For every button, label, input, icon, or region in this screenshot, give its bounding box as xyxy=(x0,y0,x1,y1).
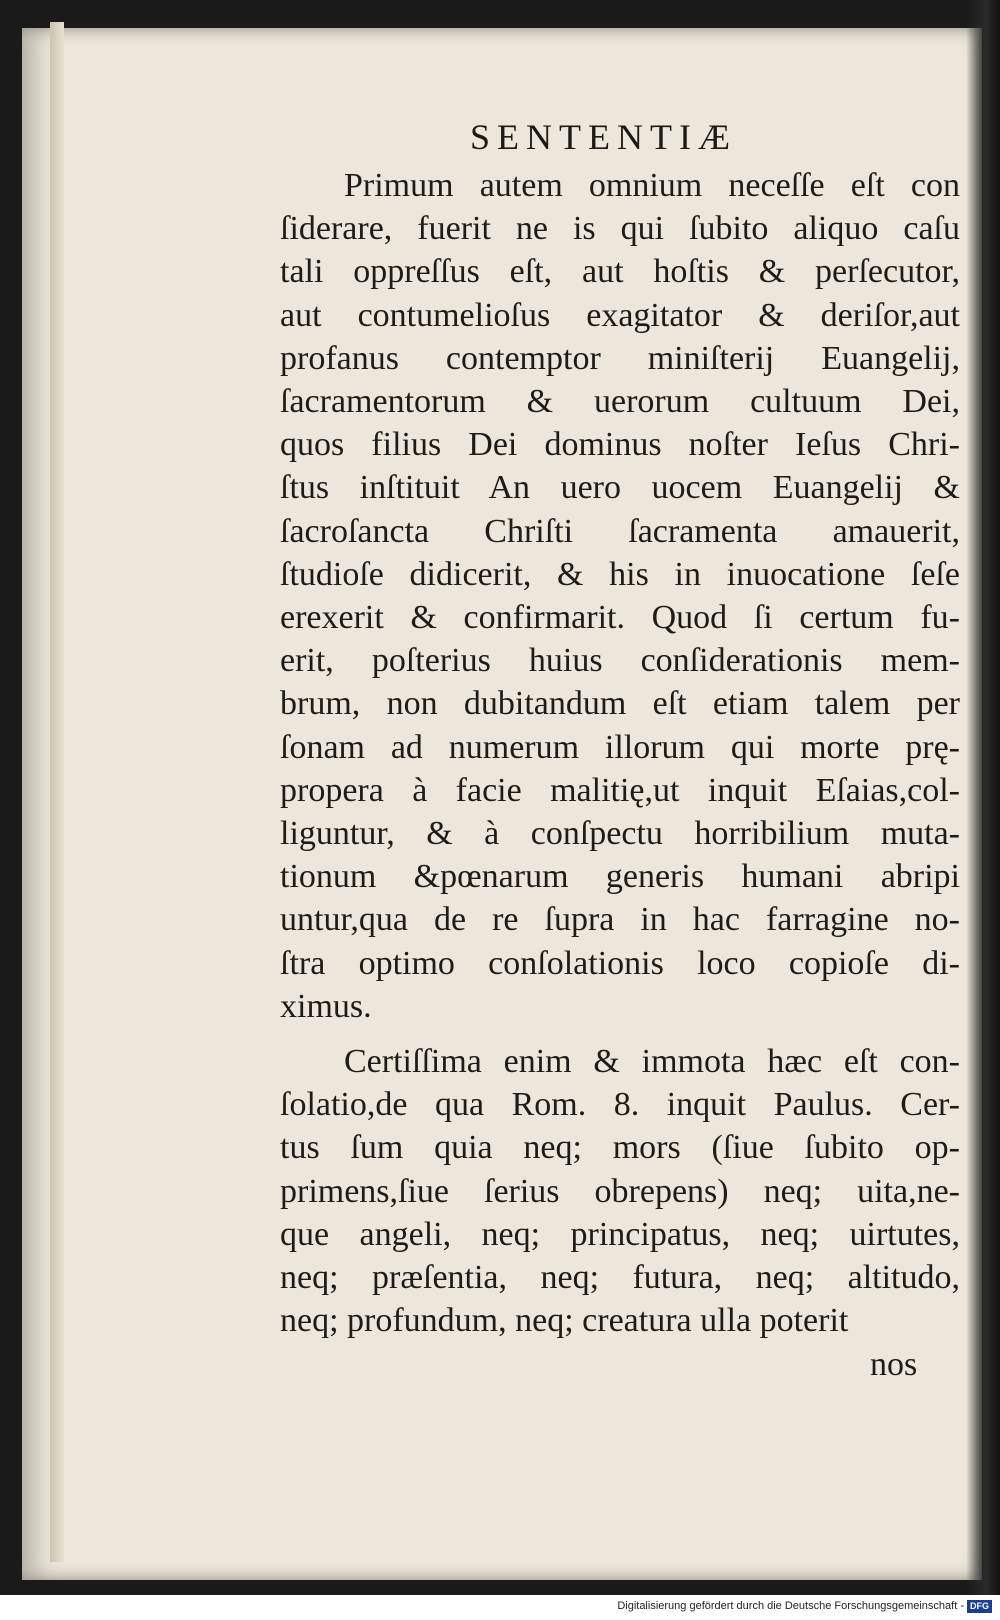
text-line: propera à facie malitię,ut inquit Eſaias,col- xyxy=(280,771,960,809)
paragraph-1 xyxy=(280,164,960,1028)
text-line: brum, non dubitandum eſt etiam talem per xyxy=(280,685,960,723)
text-line: ximus. xyxy=(280,987,372,1025)
text-line: liguntur, & à conſpectu horribilium muta- xyxy=(280,815,960,853)
text-line: untur,qua de re ſupra in hac farragine no- xyxy=(280,901,960,939)
text-line: ſtra optimo conſolationis loco copioſe di- xyxy=(280,944,960,982)
text-line: Certiſſima enim & immota hæc eſt con- xyxy=(344,1043,960,1080)
footer-bar xyxy=(0,1595,1000,1620)
funding-credit: Digitalisierung gefördert durch die Deutsche Forschungsgemeinschaft - xyxy=(617,1600,964,1612)
running-heading: SENTENTIÆ xyxy=(470,117,737,157)
text-line: neq; præſentia, neq; futura, neq; altitudo, xyxy=(280,1259,960,1297)
text-line: ſtus inſtituit An uero uocem Euangelij & xyxy=(280,469,960,507)
gutter-shadow xyxy=(966,0,1000,1595)
text-line: profanus contemptor miniſterij Euangelij, xyxy=(280,339,960,377)
text-line: neq; profundum, neq; creatura ulla poterit xyxy=(280,1302,849,1340)
text-line: ſonam ad numerum illorum qui morte prę- xyxy=(280,728,960,766)
text-line: tus ſum quia neq; mors (ſiue ſubito op- xyxy=(280,1129,960,1167)
text-line: tionum &pœnarum generis humani abripi xyxy=(280,858,960,896)
text-line: ſiderare, fuerit ne is qui ſubito aliquo caſu xyxy=(280,210,960,248)
text-line: quos filius Dei dominus noſter Ieſus Chri- xyxy=(280,426,960,464)
page-edge xyxy=(50,22,64,1562)
dfg-logo: DFG xyxy=(967,1600,992,1613)
catchword: nos xyxy=(870,1346,918,1383)
text-line: erexerit & confirmarit. Quod ſi certum fu- xyxy=(280,599,960,637)
text-line: tali oppreſſus eſt, aut hoſtis & perſecutor, xyxy=(280,253,960,291)
text-line: ſtudioſe didicerit, & his in inuocatione ſeſe xyxy=(280,555,960,593)
text-line: que angeli, neq; principatus, neq; uirtutes, xyxy=(280,1215,960,1253)
text-line: primens,ſiue ſerius obrepens) neq; uita,ne- xyxy=(280,1172,960,1210)
text-line: aut contumelioſus exagitator & deriſor,aut xyxy=(280,296,960,334)
text-line: ſacroſancta Chriſti ſacramenta amauerit, xyxy=(280,512,960,550)
text-line: Primum autem omnium neceſſe eſt con xyxy=(344,167,960,204)
text-line: ſacramentorum & uerorum cultuum Dei, xyxy=(280,383,960,421)
text-line: erit, poſterius huius conſiderationis mem- xyxy=(280,642,960,680)
text-line: ſolatio,de qua Rom. 8. inquit Paulus. Cer- xyxy=(280,1086,960,1124)
paragraph-2 xyxy=(280,1040,960,1342)
